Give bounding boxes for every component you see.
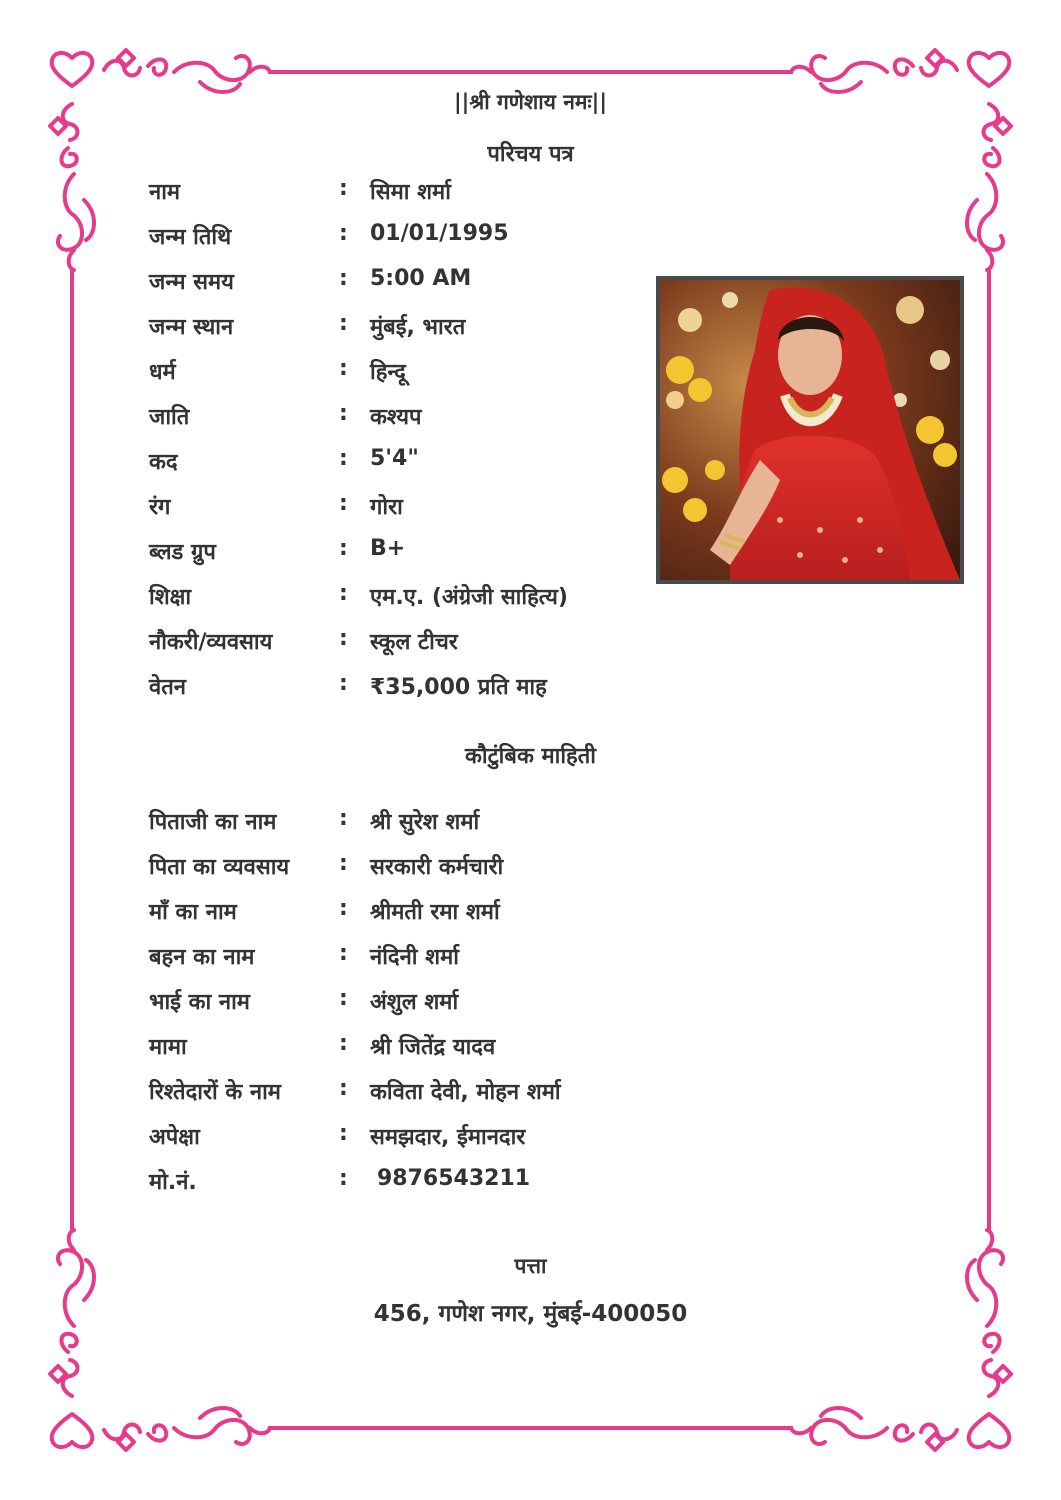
row-separator: : — [339, 806, 348, 831]
row-label: धर्म — [149, 360, 176, 385]
row-separator: : — [339, 581, 348, 606]
row-label: शिक्षा — [149, 585, 192, 610]
row-label: कद — [149, 450, 178, 475]
row-separator: : — [339, 671, 348, 696]
row-value: समझदार, ईमानदार — [370, 1125, 526, 1150]
detail-row-birth-time — [149, 262, 669, 307]
row-separator: : — [339, 1076, 348, 1101]
row-separator: : — [339, 491, 348, 516]
family-row-father-occupation — [149, 847, 669, 892]
detail-row-height — [149, 442, 669, 487]
row-separator: : — [339, 986, 348, 1011]
invocation-text: ||श्री गणेशाय नमः|| — [454, 90, 607, 114]
profile-photo — [656, 276, 964, 584]
row-value: 5:00 AM — [370, 266, 472, 291]
row-label: जन्म स्थान — [149, 315, 234, 340]
detail-row-education — [149, 577, 669, 622]
row-label: जाति — [149, 405, 190, 430]
family-row-brother-name — [149, 982, 669, 1027]
row-label: पिताजी का नाम — [149, 810, 277, 835]
row-separator: : — [339, 941, 348, 966]
detail-row-birth-place — [149, 307, 669, 352]
family-row-father-name — [149, 802, 669, 847]
detail-row-blood-group — [149, 532, 669, 577]
row-separator: : — [339, 176, 348, 201]
row-value: श्री सुरेश शर्मा — [370, 810, 480, 835]
row-value: हिन्दू — [370, 360, 406, 385]
row-label: अपेक्षा — [149, 1125, 200, 1150]
detail-row-caste — [149, 397, 669, 442]
row-separator: : — [339, 221, 348, 246]
family-row-sister-name — [149, 937, 669, 982]
row-value: ₹35,000 प्रति माह — [370, 675, 547, 700]
family-row-expectations — [149, 1117, 669, 1162]
row-label: जन्म तिथि — [149, 225, 232, 250]
row-label: पिता का व्यवसाय — [149, 855, 290, 880]
row-separator: : — [339, 311, 348, 336]
row-label: माँ का नाम — [149, 900, 237, 925]
family-row-mobile-number — [149, 1162, 669, 1207]
detail-row-religion — [149, 352, 669, 397]
row-value: सरकारी कर्मचारी — [370, 855, 504, 880]
row-label: बहन का नाम — [149, 945, 255, 970]
detail-row-name — [149, 172, 669, 217]
row-value: कविता देवी, मोहन शर्मा — [370, 1080, 561, 1105]
row-separator: : — [339, 626, 348, 651]
row-label: मामा — [149, 1035, 187, 1060]
row-separator: : — [339, 266, 348, 291]
row-label: जन्म समय — [149, 270, 234, 295]
row-label: ब्लड ग्रुप — [149, 540, 216, 565]
row-value: स्कूल टीचर — [370, 630, 458, 655]
row-value: 5'4" — [370, 446, 419, 471]
family-row-relatives — [149, 1072, 669, 1117]
row-value: B+ — [370, 536, 406, 561]
personal-details — [149, 172, 669, 712]
family-row-mother-name — [149, 892, 669, 937]
row-separator: : — [339, 356, 348, 381]
row-value: 9876543211 — [377, 1166, 531, 1191]
row-value: 01/01/1995 — [370, 221, 509, 246]
detail-row-birth-date — [149, 217, 669, 262]
address-text: 456, गणेश नगर, मुंबई-400050 — [373, 1301, 688, 1327]
family-row-maternal-uncle — [149, 1027, 669, 1072]
row-label: वेतन — [149, 675, 186, 700]
row-separator: : — [339, 851, 348, 876]
row-separator: : — [339, 536, 348, 561]
page-title: परिचय पत्र — [487, 142, 574, 167]
row-label: नाम — [149, 180, 181, 205]
row-separator: : — [339, 1031, 348, 1056]
row-value: एम.ए. (अंग्रेजी साहित्य) — [370, 585, 568, 610]
row-value: मुंबई, भारत — [370, 315, 466, 340]
row-label: रंग — [149, 495, 171, 520]
detail-row-complexion — [149, 487, 669, 532]
row-separator: : — [339, 1121, 348, 1146]
row-separator: : — [339, 1166, 348, 1191]
row-separator: : — [339, 896, 348, 921]
row-value: श्री जितेंद्र यादव — [370, 1035, 496, 1060]
row-value: श्रीमती रमा शर्मा — [370, 900, 500, 925]
row-label: रिश्तेदारों के नाम — [149, 1080, 281, 1105]
row-label: भाई का नाम — [149, 990, 250, 1015]
detail-row-occupation — [149, 622, 669, 667]
family-details — [149, 802, 669, 1207]
row-value: कश्यप — [370, 405, 422, 430]
row-label: नौकरी/व्यवसाय — [149, 630, 273, 655]
family-section-heading: कौटुंबिक माहिती — [465, 744, 596, 769]
address-heading: पत्ता — [514, 1254, 547, 1278]
row-value: गोरा — [370, 495, 403, 520]
detail-row-salary — [149, 667, 669, 712]
row-value: अंशुल शर्मा — [370, 990, 459, 1015]
row-value: नंदिनी शर्मा — [370, 945, 459, 970]
row-separator: : — [339, 401, 348, 426]
row-value: सिमा शर्मा — [370, 180, 451, 205]
row-label: मो.नं. — [149, 1170, 197, 1195]
row-separator: : — [339, 446, 348, 471]
